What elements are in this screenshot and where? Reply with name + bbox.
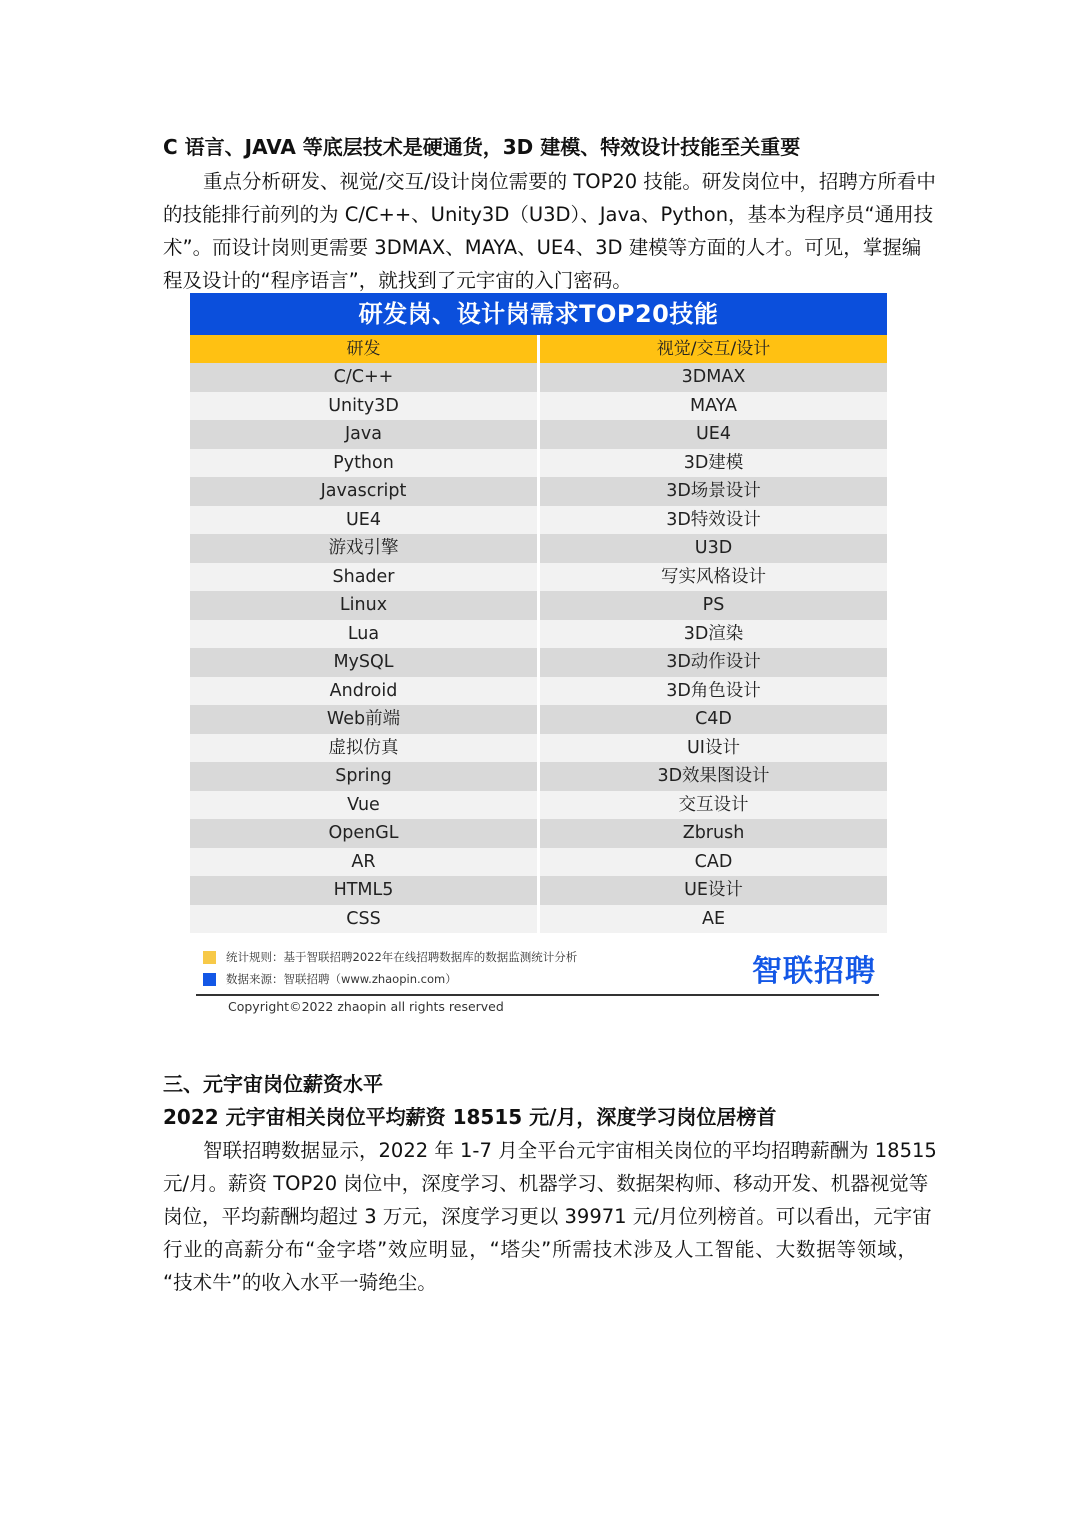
table-row bbox=[190, 477, 887, 506]
table-row bbox=[190, 449, 887, 478]
legend-text-rule: 统计规则：基于智联招聘2022年在线招聘数据库的数据监测统计分析 bbox=[226, 950, 578, 964]
skills-paragraph bbox=[163, 165, 936, 297]
subheading-salary: 2022 元宇宙相关岗位平均薪资 18515 元/月，深度学习岗位居榜首 bbox=[163, 1105, 777, 1129]
table-cell-dev: Vue bbox=[347, 794, 380, 815]
table-cell-dev: Lua bbox=[347, 623, 380, 644]
table-cell-design: PS bbox=[537, 591, 887, 620]
legend-swatch-yellow bbox=[203, 951, 216, 964]
table-cell-design: U3D bbox=[537, 534, 887, 563]
table-cell-design: 3D渲染 bbox=[537, 620, 887, 649]
table-cell-dev: Android bbox=[329, 680, 398, 701]
table-cell-dev: CSS bbox=[346, 908, 381, 929]
paragraph-line: 术”。而设计岗则更需要 3DMAX、MAYA、UE4、3D 建模等方面的人才。可见，掌握编 bbox=[163, 236, 922, 259]
table-cell-design: C4D bbox=[537, 705, 887, 734]
table-cell-dev: AR bbox=[351, 851, 376, 872]
paragraph-line: 岗位，平均薪酬均超过 3 万元，深度学习更以 39971 元/月位列榜首。可以看出，元宇宙 bbox=[163, 1205, 932, 1228]
table-cell-design: 3DMAX bbox=[537, 363, 887, 392]
table-cell-dev: OpenGL bbox=[328, 823, 399, 843]
table-cell-design: UE设计 bbox=[537, 876, 887, 905]
legend-swatch-blue bbox=[203, 973, 216, 986]
table-row bbox=[190, 848, 887, 877]
table-cell-dev: UE4 bbox=[346, 509, 381, 530]
table-header-design: 视觉/交互/设计 bbox=[537, 335, 887, 363]
table-row bbox=[190, 705, 887, 734]
table-row bbox=[190, 819, 887, 848]
table-row bbox=[190, 876, 887, 905]
legend-text-source: 数据来源：智联招聘（www.zhaopin.com） bbox=[226, 972, 457, 986]
zhaopin-logo bbox=[752, 946, 876, 990]
section-heading-skills: C 语言、JAVA 等底层技术是硬通货，3D 建模、特效设计技能至关重要 bbox=[163, 135, 801, 159]
table-cell-dev: Web前端 bbox=[326, 709, 401, 729]
table-cell-dev: Linux bbox=[339, 595, 388, 615]
table-cell-design: 写实风格设计 bbox=[537, 563, 887, 592]
table-cell-design: UE4 bbox=[537, 420, 887, 449]
table-row bbox=[190, 363, 887, 392]
footer-divider bbox=[196, 994, 879, 996]
section-heading-salary: 三、元宇宙岗位薪资水平 bbox=[163, 1072, 383, 1096]
table-row bbox=[190, 563, 887, 592]
paragraph-line: 的技能排行前列的为 C/C++、Unity3D（U3D）、Java、Python，基本为程序员“通用技 bbox=[163, 203, 934, 226]
table-header-dev: 研发 bbox=[346, 339, 381, 359]
table-row bbox=[190, 762, 887, 791]
table-row bbox=[190, 791, 887, 820]
table-row bbox=[190, 392, 887, 421]
table-body bbox=[190, 363, 887, 933]
table-row bbox=[190, 420, 887, 449]
table-cell-design: UI设计 bbox=[537, 734, 887, 763]
table-cell-design: 3D效果图设计 bbox=[537, 762, 887, 791]
paragraph-line: 程及设计的“程序语言”，就找到了元宇宙的入门密码。 bbox=[163, 269, 632, 292]
table-cell-dev: C/C++ bbox=[333, 367, 394, 387]
table-cell-design: CAD bbox=[537, 848, 887, 877]
table-cell-dev: Java bbox=[345, 424, 382, 444]
legend-item bbox=[203, 946, 577, 968]
table-cell-dev: HTML5 bbox=[333, 880, 394, 900]
table-cell-dev: Python bbox=[333, 452, 394, 473]
paragraph-line: 重点分析研发、视觉/交互/设计岗位需要的 TOP20 技能。研发岗位中，招聘方所看中 bbox=[203, 170, 936, 193]
table-cell-design: 3D动作设计 bbox=[537, 648, 887, 677]
table-cell-dev: 游戏引擎 bbox=[328, 538, 399, 558]
copyright-text: Copyright©2022 zhaopin all rights reserved bbox=[228, 999, 504, 1014]
table-title: 研发岗、设计岗需求TOP20技能 bbox=[190, 293, 887, 335]
table-cell-design: AE bbox=[537, 905, 887, 934]
table-cell-design: 3D特效设计 bbox=[537, 506, 887, 535]
paragraph-line: “技术牛”的收入水平一骑绝尘。 bbox=[163, 1271, 437, 1294]
table-row bbox=[190, 734, 887, 763]
table-header bbox=[190, 335, 887, 363]
table-cell-dev: 虚拟仿真 bbox=[328, 737, 399, 758]
table-cell-design: 3D场景设计 bbox=[537, 477, 887, 506]
table-cell-dev: Unity3D bbox=[328, 395, 399, 416]
table-cell-dev: MySQL bbox=[333, 652, 394, 672]
table-cell-design: 3D建模 bbox=[537, 449, 887, 478]
table-row bbox=[190, 620, 887, 649]
table-row bbox=[190, 677, 887, 706]
table-cell-dev: Shader bbox=[332, 566, 395, 587]
paragraph-line: 智联招聘数据显示，2022 年 1-7 月全平台元宇宙相关岗位的平均招聘薪酬为 18515 bbox=[203, 1139, 937, 1162]
table-cell-design: 3D角色设计 bbox=[537, 677, 887, 706]
salary-paragraph bbox=[163, 1134, 937, 1299]
paragraph-line: 元/月。薪资 TOP20 岗位中，深度学习、机器学习、数据架构师、移动开发、机器视觉等 bbox=[163, 1172, 929, 1195]
table-row bbox=[190, 591, 887, 620]
table-row bbox=[190, 648, 887, 677]
table-cell-design: MAYA bbox=[537, 392, 887, 421]
zhaopin-logo-text: 智联招聘 bbox=[752, 954, 876, 989]
table-legend bbox=[203, 946, 577, 990]
table-row bbox=[190, 534, 887, 563]
legend-item bbox=[203, 968, 577, 990]
skills-table-figure bbox=[190, 293, 887, 933]
paragraph-line: 行业的高薪分布“金字塔”效应明显，“塔尖”所需技术涉及人工智能、大数据等领域， bbox=[163, 1238, 917, 1261]
table-cell-design: 交互设计 bbox=[537, 791, 887, 820]
table-cell-dev: Spring bbox=[335, 766, 392, 786]
table-row bbox=[190, 506, 887, 535]
table-cell-dev: Javascript bbox=[320, 481, 407, 501]
table-row bbox=[190, 905, 887, 934]
table-cell-design: Zbrush bbox=[537, 819, 887, 848]
